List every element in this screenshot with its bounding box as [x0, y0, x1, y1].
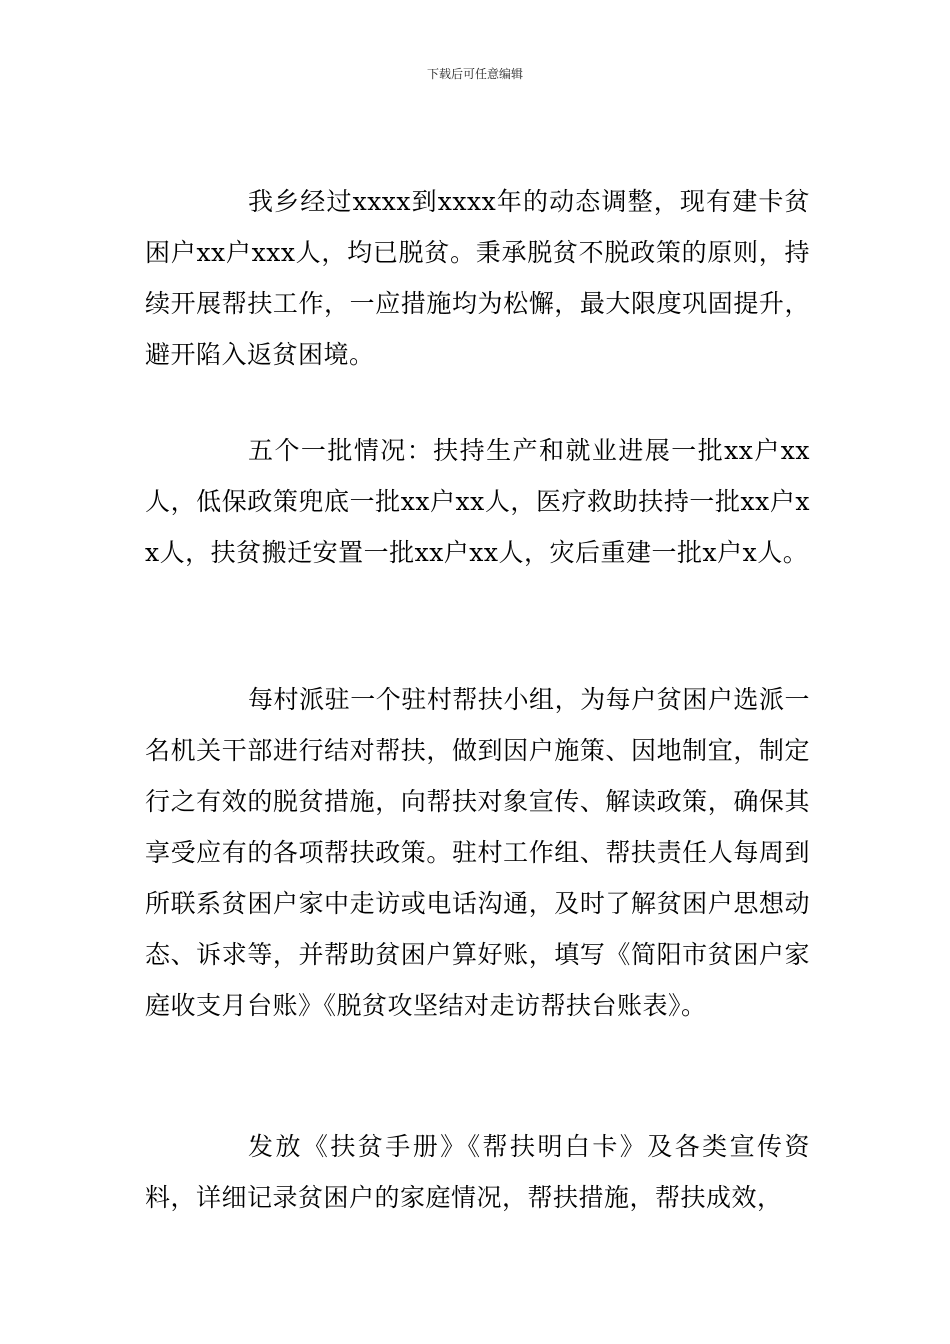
- paragraph-4: 发放《扶贫手册》《帮扶明白卡》及各类宣传资料，详细记录贫困户的家庭情况，帮扶措施，帮扶成效，: [145, 1132, 810, 1212]
- paragraph-1: 我乡经过xxxx到xxxx年的动态调整，现有建卡贫困户xx户xxx人，均已脱贫。秉承脱贫不脱政策的原则，持续开展帮扶工作，一应措施均为松懈，最大限度巩固提升，避开陷入返贫困境。: [145, 187, 810, 369]
- paragraph-2: 五个一批情况：扶持生产和就业进展一批xx户xx人，低保政策兜底一批xx户xx人，医疗救助扶持一批xx户xx人，扶贫搬迁安置一批xx户xx人，灾后重建一批x户x人。: [145, 436, 810, 567]
- paragraph-3: 每村派驻一个驻村帮扶小组，为每户贫困户选派一名机关干部进行结对帮扶，做到因户施策、因地制宜，制定行之有效的脱贫措施，向帮扶对象宣传、解读政策，确保其享受应有的各项帮扶政策。驻村工作组、帮扶责任人每周到所联系贫困户家中走访或电话沟通，及时了解贫困户思想动态、诉求等，并帮助贫困户算好账，填写《简阳市贫困户家庭收支月台账》《脱贫攻坚结对走访帮扶台账表》。: [145, 685, 810, 1020]
- page-header: 下载后可任意编辑: [426, 67, 523, 81]
